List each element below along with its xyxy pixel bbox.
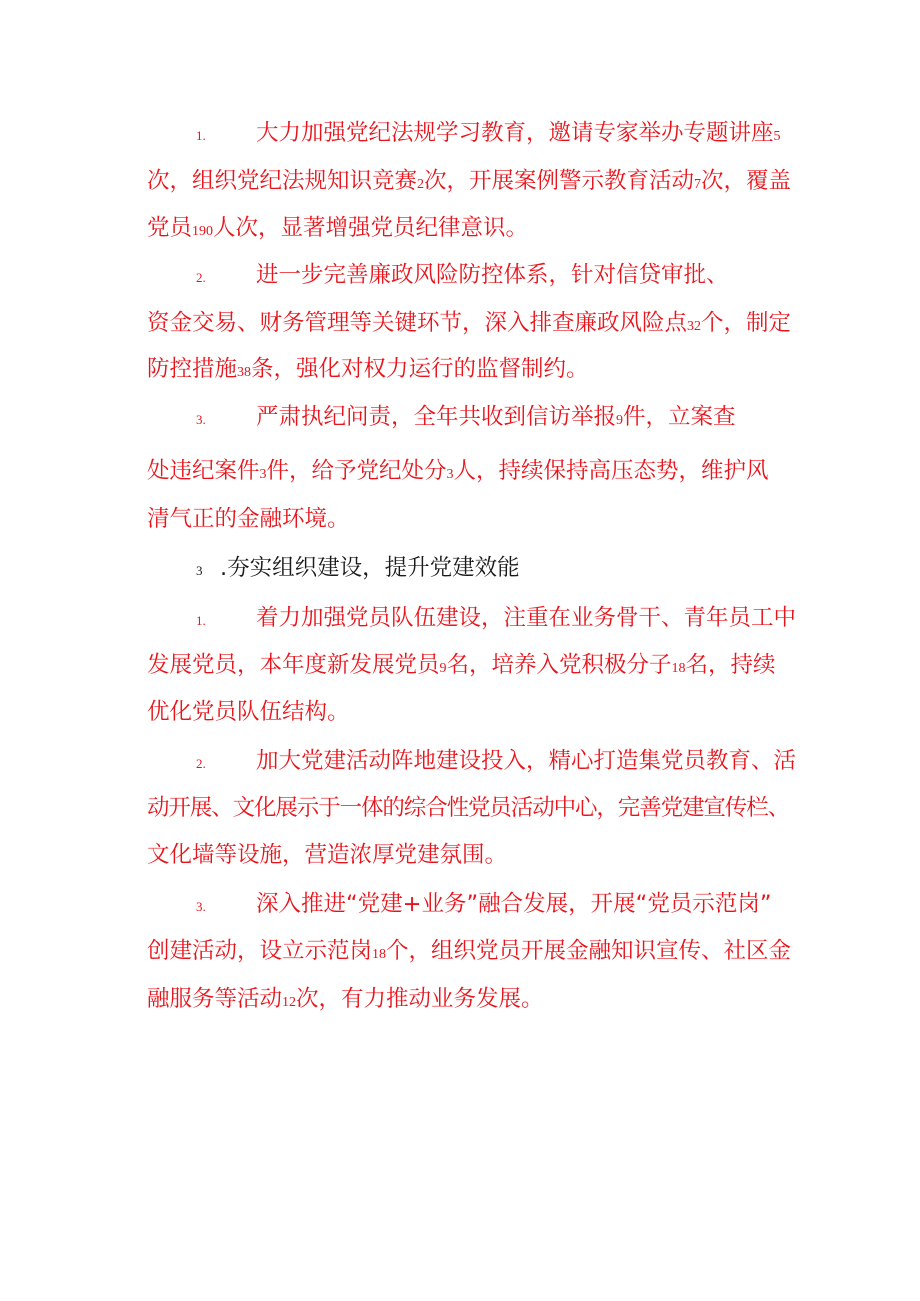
paragraph-line: 着力加强党员队伍建设，注重在业务骨干、青年员工中 bbox=[256, 605, 797, 631]
paragraph-line: 融服务等活动12次，有力推动业务发展。 bbox=[147, 986, 544, 1012]
item-number: 1. bbox=[196, 128, 206, 143]
paragraph-line: 深入推进“党建+业务”融合发展，开展“党员示范岗” bbox=[256, 891, 772, 917]
paragraph-line: 发展党员，本年度新发展党员9名，培养入党积极分子18名，持续 bbox=[147, 652, 776, 678]
item-number: 2. bbox=[196, 270, 206, 285]
section-heading: .夯实组织建设，提升党建效能 bbox=[220, 555, 520, 581]
item-number: 1. bbox=[196, 613, 206, 628]
paragraph-line: 进一步完善廉政风险防控体系，针对信贷审批、 bbox=[256, 262, 729, 288]
paragraph-line: 优化党员队伍结构。 bbox=[147, 699, 350, 725]
paragraph-line: 防控措施38条，强化对权力运行的监督制约。 bbox=[147, 356, 589, 382]
paragraph-line: 党员190人次，显著增强党员纪律意识。 bbox=[147, 215, 529, 241]
paragraph-line: 清气正的金融环境。 bbox=[147, 506, 350, 532]
paragraph-line: 动开展、文化展示于一体的综合性党员活动中心，完善党建宣传栏、 bbox=[147, 795, 790, 821]
paragraph-line: 次，组织党纪法规知识竞赛2次，开展案例警示教育活动7次，覆盖 bbox=[147, 168, 792, 194]
paragraph-line: 严肃执纪问责，全年共收到信访举报9件，立案查 bbox=[256, 404, 736, 430]
paragraph-line: 加大党建活动阵地建设投入，精心打造集党员教育、活 bbox=[256, 748, 797, 774]
paragraph-line: 文化墙等设施，营造浓厚党建氛围。 bbox=[147, 842, 508, 868]
paragraph-line: 资金交易、财务管理等关键环节，深入排查廉政风险点32个，制定 bbox=[147, 310, 792, 336]
item-number: 3. bbox=[196, 899, 206, 914]
paragraph-line: 大力加强党纪法规学习教育，邀请专家举办专题讲座5 bbox=[256, 120, 781, 146]
paragraph-line: 创建活动，设立示范岗18个，组织党员开展金融知识宣传、社区金 bbox=[147, 938, 792, 964]
item-number: 2. bbox=[196, 756, 206, 771]
item-number: 3. bbox=[196, 412, 206, 427]
paragraph-line: 处违纪案件3件，给予党纪处分3人，持续保持高压态势，维护风 bbox=[147, 458, 769, 484]
section-number: 3 bbox=[196, 563, 203, 578]
